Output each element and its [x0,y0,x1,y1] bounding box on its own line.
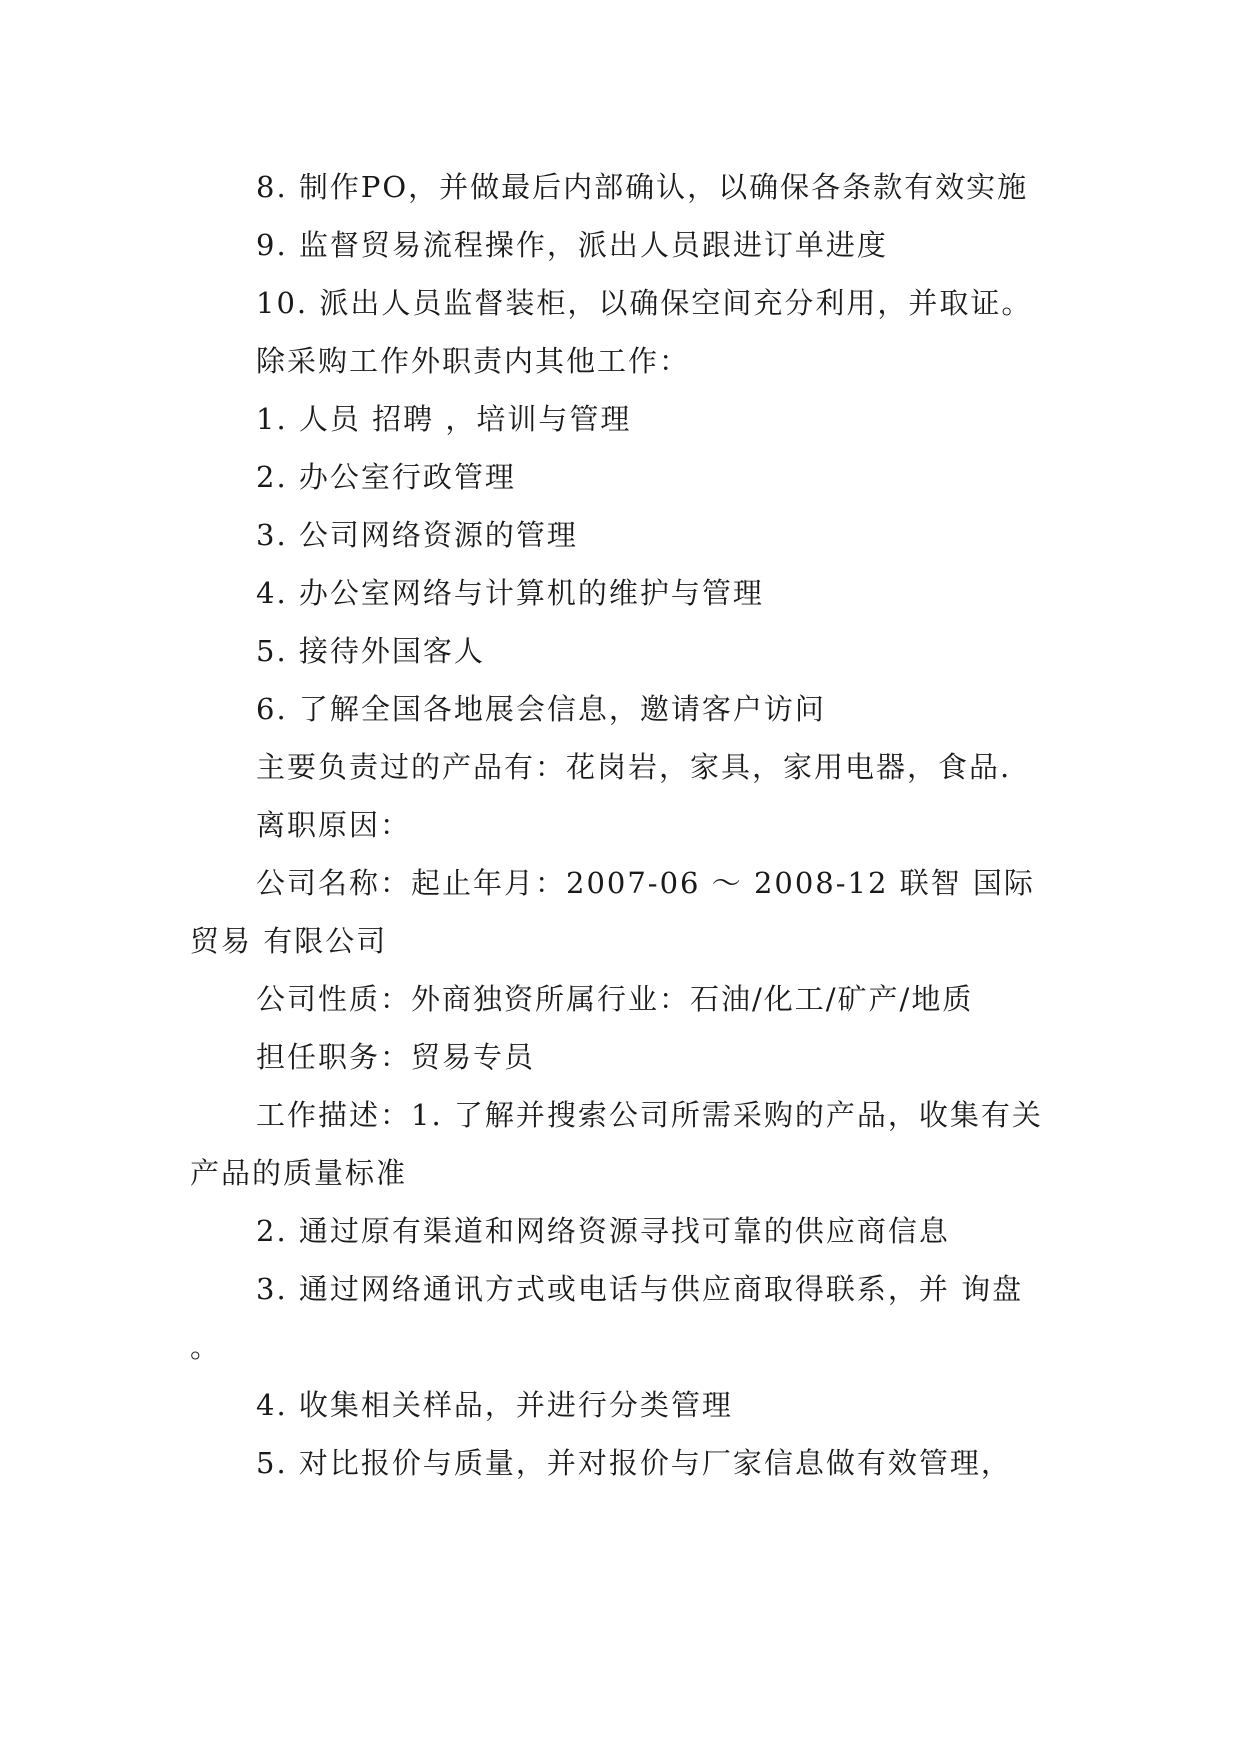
paragraph: 担任职务：贸易专员 [256,1040,536,1074]
paragraph: 主要负责过的产品有：花岗岩，家具，家用电器，食品. [256,750,1012,784]
paragraph: 1. 人员 招聘 ，培训与管理 [256,402,632,436]
paragraph: 2. 办公室行政管理 [256,460,516,494]
paragraph: 9. 监督贸易流程操作，派出人员跟进订单进度 [256,228,888,262]
paragraph: 除采购工作外职责内其他工作： [256,344,691,378]
paragraph: 工作描述：1. 了解并搜索公司所需采购的产品，收集有关产品的质量标准 [190,1098,1043,1190]
paragraph: 公司名称：起止年月：2007-06 ～ 2008-12 联智 国际贸易 有限公司 [190,866,1035,958]
document-body [190,158,1052,1492]
paragraph: 3. 通过网络通讯方式或电话与供应商取得联系，并 询盘 。 [190,1272,1035,1364]
paragraph: 公司性质：外商独资所属行业：石油/化工/矿产/地质 [256,982,974,1016]
paragraph: 4. 办公室网络与计算机的维护与管理 [256,576,764,610]
paragraph: 5. 接待外国客人 [256,634,485,668]
paragraph: 离职原因： [256,808,412,842]
paragraph: 10. 派出人员监督装柜，以确保空间充分利用，并取证。 [256,286,1033,320]
paragraph: 5. 对比报价与质量，并对报价与厂家信息做有效管理， [256,1446,1012,1480]
paragraph: 6. 了解全国各地展会信息，邀请客户访问 [256,692,826,726]
paragraph: 8. 制作PO，并做最后内部确认，以确保各条款有效实施 [256,170,1029,204]
paragraph: 4. 收集相关样品，并进行分类管理 [256,1388,733,1422]
paragraph: 2. 通过原有渠道和网络资源寻找可靠的供应商信息 [256,1214,950,1248]
paragraph: 3. 公司网络资源的管理 [256,518,578,552]
